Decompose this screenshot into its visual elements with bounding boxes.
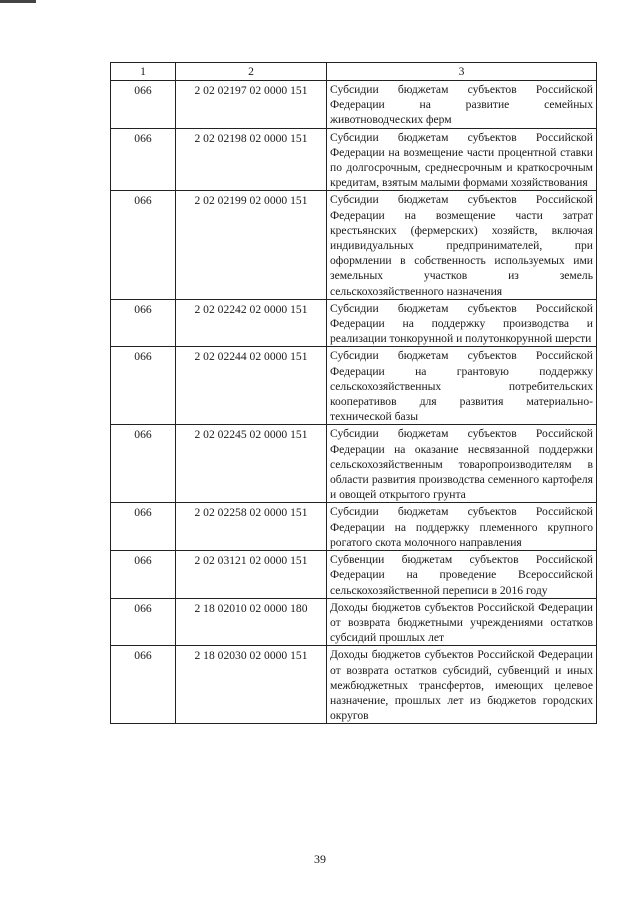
budget-code-cell: 2 18 02010 02 0000 180 [176, 598, 327, 646]
income-name-cell: Субвенции бюджетам субъектов Российской Федерации на проведение Всероссийской сельскохозяйственной переписи в 2016 году [327, 551, 597, 599]
income-name-cell: Субсидии бюджетам субъектов Российской Федерации на возмещение части затрат крестьянских (фермерских) хозяйств, включая индивидуальных предпринимателей, при оформлении в собственность используемых ими земельных участков из земель сельскохозяйственного назначения [327, 191, 597, 299]
table-row [111, 598, 597, 646]
admin-code-cell: 066 [111, 299, 176, 347]
admin-code-cell: 066 [111, 598, 176, 646]
table-row [111, 128, 597, 191]
admin-code-cell: 066 [111, 646, 176, 724]
income-name-cell: Субсидии бюджетам субъектов Российской Федерации на оказание несвязанной поддержки сельскохозяйственным товаропроизводителям в области развития производства семенного картофеля и овощей открытого грунта [327, 425, 597, 503]
admin-code-cell: 066 [111, 503, 176, 551]
budget-code-cell: 2 02 02197 02 0000 151 [176, 81, 327, 129]
table-row [111, 347, 597, 425]
admin-code-cell: 066 [111, 128, 176, 191]
admin-code-cell: 066 [111, 347, 176, 425]
table-header-row [111, 63, 597, 81]
income-name-cell: Субсидии бюджетам субъектов Российской Федерации на поддержку производства и реализации тонкорунной и полутонкорунной шерсти [327, 299, 597, 347]
budget-code-cell: 2 02 03121 02 0000 151 [176, 551, 327, 599]
budget-code-cell: 2 02 02198 02 0000 151 [176, 128, 327, 191]
column-header-2: 2 [176, 63, 327, 81]
income-name-cell: Субсидии бюджетам субъектов Российской Федерации на возмещение части процентной ставки по долгосрочным, среднесрочным и краткосрочным кредитам, взятым малыми формами хозяйствования [327, 128, 597, 191]
admin-code-cell: 066 [111, 425, 176, 503]
admin-code-cell: 066 [111, 81, 176, 129]
budget-code-cell: 2 02 02242 02 0000 151 [176, 299, 327, 347]
table-row [111, 191, 597, 299]
page-number: 39 [314, 852, 326, 866]
table-row [111, 81, 597, 129]
budget-code-cell: 2 02 02258 02 0000 151 [176, 503, 327, 551]
income-name-cell: Доходы бюджетов субъектов Российской Федерации от возврата остатков субсидий, субвенций и иных межбюджетных трансфертов, имеющих целевое назначение, прошлых лет из бюджетов городских округов [327, 646, 597, 724]
admin-code-cell: 066 [111, 551, 176, 599]
budget-code-cell: 2 02 02199 02 0000 151 [176, 191, 327, 299]
table-row [111, 503, 597, 551]
table-row [111, 646, 597, 724]
budget-code-cell: 2 02 02244 02 0000 151 [176, 347, 327, 425]
scan-edge-mark [0, 0, 36, 3]
income-name-cell: Субсидии бюджетам субъектов Российской Федерации на развитие семейных животноводческих ферм [327, 81, 597, 129]
budget-code-cell: 2 02 02245 02 0000 151 [176, 425, 327, 503]
income-name-cell: Доходы бюджетов субъектов Российской Федерации от возврата бюджетными учреждениями остатков субсидий прошлых лет [327, 598, 597, 646]
budget-code-cell: 2 18 02030 02 0000 151 [176, 646, 327, 724]
table-row [111, 551, 597, 599]
budget-codes-table [110, 62, 597, 724]
admin-code-cell: 066 [111, 191, 176, 299]
table-row [111, 425, 597, 503]
table-row [111, 299, 597, 347]
income-name-cell: Субсидии бюджетам субъектов Российской Федерации на грантовую поддержку сельскохозяйственных потребительских кооперативов для развития материально-технической базы [327, 347, 597, 425]
column-header-3: 3 [327, 63, 597, 81]
table-body [111, 63, 597, 724]
income-name-cell: Субсидии бюджетам субъектов Российской Федерации на поддержку племенного крупного рогатого скота молочного направления [327, 503, 597, 551]
column-header-1: 1 [111, 63, 176, 81]
